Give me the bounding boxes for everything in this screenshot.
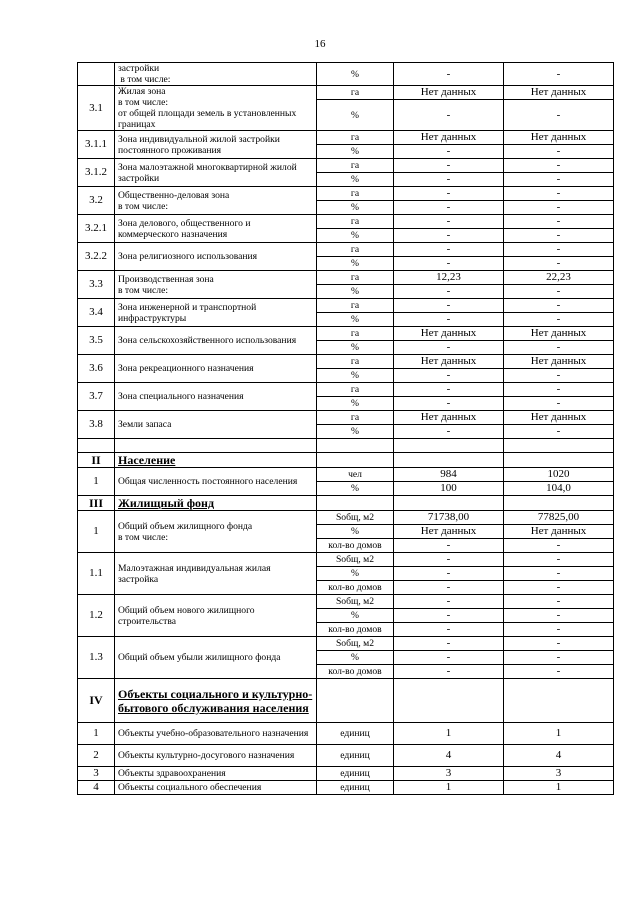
value-projected: -: [504, 243, 614, 257]
empty-cell: [78, 439, 115, 453]
table-row: [78, 299, 614, 313]
row-name: Общая численность постоянного населения: [115, 468, 317, 496]
unit-cell: %: [317, 369, 394, 383]
unit-cell: %: [317, 313, 394, 327]
value-current: -: [394, 539, 504, 553]
value-projected: -: [504, 609, 614, 623]
value-current: 1: [394, 723, 504, 745]
row-number: II: [78, 453, 115, 468]
unit-cell: га: [317, 299, 394, 313]
value-projected: Нет данных: [504, 355, 614, 369]
value-current: -: [394, 243, 504, 257]
row-name: Общественно-деловая зона в том числе:: [115, 187, 317, 215]
value-projected: -: [504, 257, 614, 271]
unit-cell: %: [317, 482, 394, 496]
value-projected: -: [504, 425, 614, 439]
page-number: 16: [314, 38, 326, 50]
unit-cell: га: [317, 383, 394, 397]
value-projected: 1: [504, 781, 614, 795]
row-number: 1.2: [78, 595, 115, 637]
unit-cell: %: [317, 201, 394, 215]
row-number: 4: [78, 781, 115, 795]
value-current: -: [394, 383, 504, 397]
unit-cell: чел: [317, 468, 394, 482]
table-row: [78, 723, 614, 745]
value-current: -: [394, 665, 504, 679]
unit-cell: га: [317, 187, 394, 201]
value-current: -: [394, 567, 504, 581]
value-current: [394, 679, 504, 723]
table-row: [78, 159, 614, 173]
value-projected: -: [504, 581, 614, 595]
value-current: 984: [394, 468, 504, 482]
table-row: [78, 131, 614, 145]
indicators-table-body: [78, 63, 614, 795]
value-current: [394, 453, 504, 468]
unit-cell: %: [317, 525, 394, 539]
table-row: [78, 468, 614, 482]
value-current: -: [394, 425, 504, 439]
table-row: [78, 453, 614, 468]
value-projected: 22,23: [504, 271, 614, 285]
row-number: 1: [78, 511, 115, 553]
value-current: -: [394, 581, 504, 595]
unit-cell: Sобщ, м2: [317, 595, 394, 609]
unit-cell: Sобщ, м2: [317, 553, 394, 567]
row-number: 1.3: [78, 637, 115, 679]
value-projected: Нет данных: [504, 86, 614, 100]
unit-cell: га: [317, 243, 394, 257]
row-number: 2: [78, 745, 115, 767]
row-number: IV: [78, 679, 115, 723]
value-current: Нет данных: [394, 327, 504, 341]
row-number: 3.3: [78, 271, 115, 299]
value-current: -: [394, 229, 504, 243]
value-projected: -: [504, 229, 614, 243]
value-projected: -: [504, 665, 614, 679]
value-projected: -: [504, 299, 614, 313]
row-number: 3.4: [78, 299, 115, 327]
row-name: Малоэтажная индивидуальная жилая застройка: [115, 553, 317, 595]
row-number: 3.1.1: [78, 131, 115, 159]
value-projected: -: [504, 553, 614, 567]
value-projected: 77825,00: [504, 511, 614, 525]
value-projected: -: [504, 539, 614, 553]
row-name: Зона делового, общественного и коммерческого назначения: [115, 215, 317, 243]
empty-cell: [115, 439, 317, 453]
unit-cell: га: [317, 86, 394, 100]
table-row: [78, 411, 614, 425]
value-current: -: [394, 609, 504, 623]
unit-cell: единиц: [317, 781, 394, 795]
empty-cell: [394, 439, 504, 453]
row-name: Объекты социального обеспечения: [115, 781, 317, 795]
value-current: 71738,00: [394, 511, 504, 525]
table-row: [78, 511, 614, 525]
unit-cell: [317, 679, 394, 723]
unit-cell: кол-во домов: [317, 665, 394, 679]
value-current: -: [394, 637, 504, 651]
value-current: -: [394, 369, 504, 383]
row-name: Жилищный фонд: [115, 496, 317, 511]
value-current: -: [394, 201, 504, 215]
table-row: [78, 496, 614, 511]
value-current: 100: [394, 482, 504, 496]
unit-cell: %: [317, 397, 394, 411]
value-projected: -: [504, 215, 614, 229]
value-current: -: [394, 299, 504, 313]
unit-cell: %: [317, 609, 394, 623]
row-number: III: [78, 496, 115, 511]
value-current: -: [394, 257, 504, 271]
table-row-spacer: [78, 439, 614, 453]
value-current: -: [394, 187, 504, 201]
value-current: -: [394, 173, 504, 187]
unit-cell: га: [317, 327, 394, 341]
value-projected: -: [504, 63, 614, 86]
row-number: 3: [78, 767, 115, 781]
unit-cell: %: [317, 425, 394, 439]
unit-cell: [317, 496, 394, 511]
value-projected: -: [504, 369, 614, 383]
value-projected: 1020: [504, 468, 614, 482]
unit-cell: единиц: [317, 723, 394, 745]
unit-cell: кол-во домов: [317, 623, 394, 637]
value-current: -: [394, 159, 504, 173]
value-projected: -: [504, 595, 614, 609]
table-row: [78, 355, 614, 369]
table-row: [78, 745, 614, 767]
row-number: 3.2.1: [78, 215, 115, 243]
value-current: -: [394, 341, 504, 355]
row-number: 3.8: [78, 411, 115, 439]
unit-cell: %: [317, 285, 394, 299]
value-projected: -: [504, 159, 614, 173]
unit-cell: Sобщ, м2: [317, 511, 394, 525]
row-name: Общий объем жилищного фонда в том числе:: [115, 511, 317, 553]
value-current: -: [394, 215, 504, 229]
value-current: -: [394, 623, 504, 637]
value-projected: -: [504, 145, 614, 159]
row-name: Общий объем убыли жилищного фонда: [115, 637, 317, 679]
row-name: Зона специального назначения: [115, 383, 317, 411]
value-current: Нет данных: [394, 525, 504, 539]
row-number: 1: [78, 468, 115, 496]
value-projected: -: [504, 567, 614, 581]
empty-cell: [317, 439, 394, 453]
table-row: [78, 383, 614, 397]
unit-cell: га: [317, 131, 394, 145]
table-row: [78, 215, 614, 229]
unit-cell: %: [317, 173, 394, 187]
unit-cell: га: [317, 411, 394, 425]
value-projected: Нет данных: [504, 525, 614, 539]
row-name: Жилая зона в том числе: от общей площади земель в установленных границах: [115, 86, 317, 131]
value-projected: Нет данных: [504, 411, 614, 425]
value-projected: 3: [504, 767, 614, 781]
row-number: 3.5: [78, 327, 115, 355]
table-row: [78, 553, 614, 567]
value-current: -: [394, 651, 504, 665]
indicators-table: [77, 62, 614, 795]
value-projected: Нет данных: [504, 327, 614, 341]
row-number: 3.1.2: [78, 159, 115, 187]
value-projected: Нет данных: [504, 131, 614, 145]
value-projected: 4: [504, 745, 614, 767]
unit-cell: га: [317, 271, 394, 285]
row-number: 1: [78, 723, 115, 745]
row-name: Зона рекреационного назначения: [115, 355, 317, 383]
table-row: [78, 271, 614, 285]
row-name: Зона индивидуальной жилой застройки постоянного проживания: [115, 131, 317, 159]
row-name: Объекты социального и культурно-бытового обслуживания населения: [115, 679, 317, 723]
value-current: Нет данных: [394, 411, 504, 425]
row-number: 3.6: [78, 355, 115, 383]
row-name: Зона малоэтажной многоквартирной жилой застройки: [115, 159, 317, 187]
value-current: -: [394, 553, 504, 567]
unit-cell: Sобщ, м2: [317, 637, 394, 651]
unit-cell: га: [317, 159, 394, 173]
value-projected: 104,0: [504, 482, 614, 496]
unit-cell: %: [317, 63, 394, 86]
table-row: [78, 86, 614, 100]
value-projected: -: [504, 397, 614, 411]
value-current: Нет данных: [394, 131, 504, 145]
table-row: [78, 781, 614, 795]
row-name: Объекты здравоохранения: [115, 767, 317, 781]
row-number: 3.1: [78, 86, 115, 131]
table-row: [78, 595, 614, 609]
row-name: Зона инженерной и транспортной инфраструктуры: [115, 299, 317, 327]
value-current: 12,23: [394, 271, 504, 285]
row-name: застройки в том числе:: [115, 63, 317, 86]
value-projected: [504, 496, 614, 511]
row-number: 1.1: [78, 553, 115, 595]
value-current: Нет данных: [394, 86, 504, 100]
value-projected: -: [504, 187, 614, 201]
value-projected: -: [504, 651, 614, 665]
table-row: [78, 637, 614, 651]
value-current: -: [394, 100, 504, 131]
value-projected: -: [504, 313, 614, 327]
table-row: [78, 243, 614, 257]
row-name: Производственная зона в том числе:: [115, 271, 317, 299]
value-projected: 1: [504, 723, 614, 745]
unit-cell: кол-во домов: [317, 539, 394, 553]
unit-cell: [317, 453, 394, 468]
unit-cell: га: [317, 355, 394, 369]
table-row: [78, 767, 614, 781]
unit-cell: %: [317, 145, 394, 159]
value-current: 3: [394, 767, 504, 781]
row-name: Население: [115, 453, 317, 468]
value-current: -: [394, 145, 504, 159]
row-number: 3.2.2: [78, 243, 115, 271]
unit-cell: %: [317, 229, 394, 243]
unit-cell: %: [317, 567, 394, 581]
value-projected: -: [504, 285, 614, 299]
table-row: [78, 187, 614, 201]
value-current: -: [394, 63, 504, 86]
row-name: Земли запаса: [115, 411, 317, 439]
table-row: [78, 679, 614, 723]
value-projected: -: [504, 383, 614, 397]
value-current: Нет данных: [394, 355, 504, 369]
row-name: Зона сельскохозяйственного использования: [115, 327, 317, 355]
unit-cell: га: [317, 215, 394, 229]
unit-cell: %: [317, 651, 394, 665]
row-name: Общий объем нового жилищного строительства: [115, 595, 317, 637]
value-current: -: [394, 595, 504, 609]
value-projected: -: [504, 341, 614, 355]
value-projected: -: [504, 637, 614, 651]
value-projected: -: [504, 173, 614, 187]
row-name: Объекты учебно-образовательного назначения: [115, 723, 317, 745]
unit-cell: единиц: [317, 767, 394, 781]
unit-cell: %: [317, 341, 394, 355]
value-current: 4: [394, 745, 504, 767]
value-current: 1: [394, 781, 504, 795]
row-number: 3.7: [78, 383, 115, 411]
value-current: -: [394, 285, 504, 299]
table-row: [78, 327, 614, 341]
row-name: Объекты культурно-досугового назначения: [115, 745, 317, 767]
value-projected: -: [504, 100, 614, 131]
value-current: [394, 496, 504, 511]
value-projected: [504, 679, 614, 723]
row-number: 3.2: [78, 187, 115, 215]
value-projected: [504, 453, 614, 468]
value-current: -: [394, 397, 504, 411]
table-row: [78, 63, 614, 86]
value-projected: -: [504, 623, 614, 637]
unit-cell: %: [317, 257, 394, 271]
row-number: [78, 63, 115, 86]
unit-cell: единиц: [317, 745, 394, 767]
row-name: Зона религиозного использования: [115, 243, 317, 271]
unit-cell: кол-во домов: [317, 581, 394, 595]
value-current: -: [394, 313, 504, 327]
value-projected: -: [504, 201, 614, 215]
empty-cell: [504, 439, 614, 453]
unit-cell: %: [317, 100, 394, 131]
